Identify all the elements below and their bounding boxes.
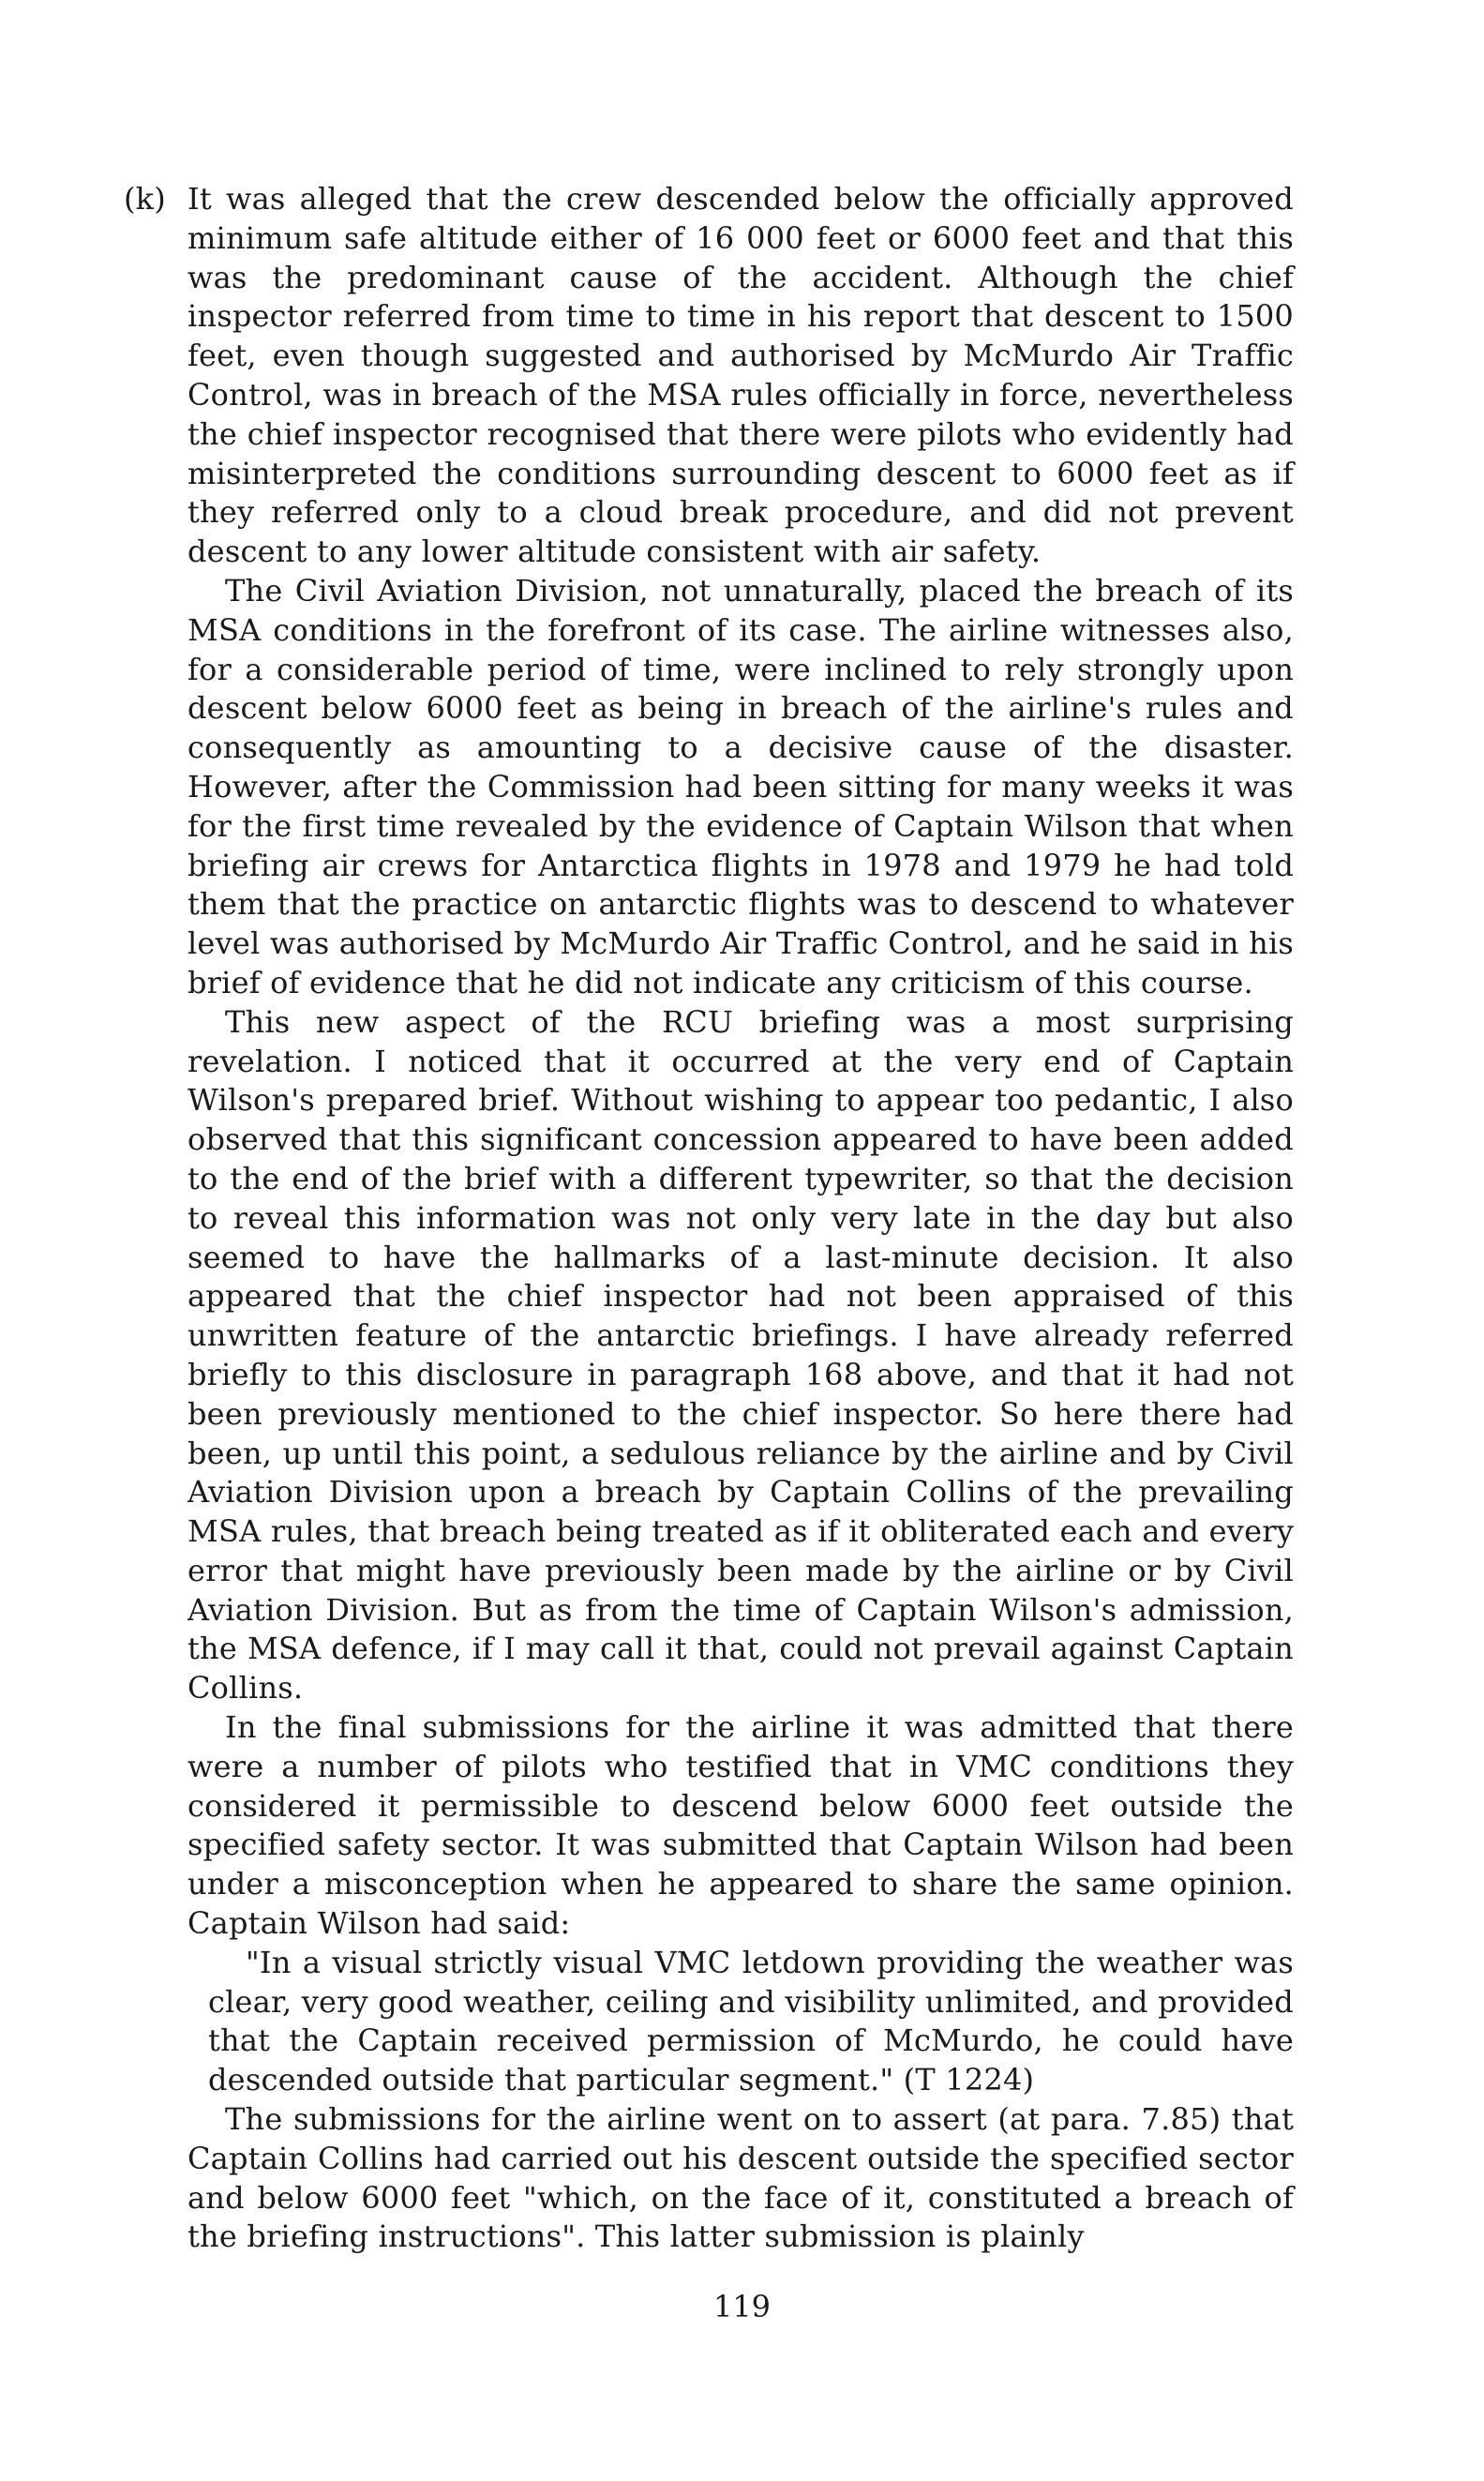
paragraph-final-submissions: In the final submissions for the airline it was admitted that there were a number of pilots who testified that in VMC conditions they considered it permissible to descend below 6000 feet outside the specified safety sector. It was submitted that Captain Wilson had been under a misconception when he appeared to share the same opinion. Captain Wilson had said: bbox=[187, 1709, 1294, 1942]
page-number: 119 bbox=[712, 2289, 772, 2324]
paragraph-text: It was alleged that the crew descended below the officially approved minimum safe altitude either of 16 000 feet or 6000 feet and that this was the predominant cause of the accident. Although the chief inspector referred from time to time in his report that descent to 1500 feet, even though suggested and authorised by McMurdo Air Traffic Control, was in breach of the MSA rules officially in force, nevertheless the chief inspector recognised that there were pilots who evidently had misinterpreted the conditions surrounding descent to 6000 feet as if they referred only to a cloud break procedure, and did not prevent descent to any lower altitude consistent with air safety. bbox=[187, 181, 1294, 570]
paragraph-k bbox=[124, 180, 1294, 572]
block-quote: "In a visual strictly visual VMC letdown providing the weather was clear, very good weather, ceiling and visibility unlimited, and provided that the Captain received permission of McMurdo, he could have descended outside that particular segment." (T 1224) bbox=[208, 1944, 1294, 2098]
paragraph-civil-aviation: The Civil Aviation Division, not unnaturally, placed the breach of its MSA conditions in the forefront of its case. The airline witnesses also, for a considerable period of time, were inclined to rely strongly upon descent below 6000 feet as being in breach of the airline's rules and consequently as amounting to a decisive cause of the disaster. However, after the Commission had been sitting for many weeks it was for the first time revealed by the evidence of Captain Wilson that when briefing air crews for Antarctica flights in 1978 and 1979 he had told them that the practice on antarctic flights was to descend to whatever level was authorised by McMurdo Air Traffic Control, and he said in his brief of evidence that he did not indicate any criticism of this course. bbox=[187, 572, 1294, 1000]
item-label: (k) bbox=[124, 181, 166, 217]
body-text bbox=[124, 180, 1294, 2257]
paragraph-closing: The submissions for the airline went on to assert (at para. 7.85) that Captain Collins had carried out his descent outside the specified sector and below 6000 feet "which, on the face of it, constituted a breach of the briefing instructions". This latter submission is plainly bbox=[187, 2101, 1294, 2255]
paragraph-rcu-briefing: This new aspect of the RCU briefing was a most surprising revelation. I noticed that it occurred at the very end of Captain Wilson's prepared brief. Without wishing to appear too pedantic, I also observed that this significant concession appeared to have been added to the end of the brief with a different typewriter, so that the decision to reveal this information was not only very late in the day but also seemed to have the hallmarks of a last-minute decision. It also appeared that the chief inspector had not been appraised of this unwritten feature of the antarctic briefings. I have already referred briefly to this disclosure in paragraph 168 above, and that it had not been previously mentioned to the chief inspector. So here there had been, up until this point, a sedulous reliance by the airline and by Civil Aviation Division upon a breach by Captain Collins of the prevailing MSA rules, that breach being treated as if it obliterated each and every error that might have previously been made by the airline or by Civil Aviation Division. But as from the time of Captain Wilson's admission, the MSA defence, if I may call it that, could not prevail against Captain Collins. bbox=[187, 1003, 1294, 1707]
